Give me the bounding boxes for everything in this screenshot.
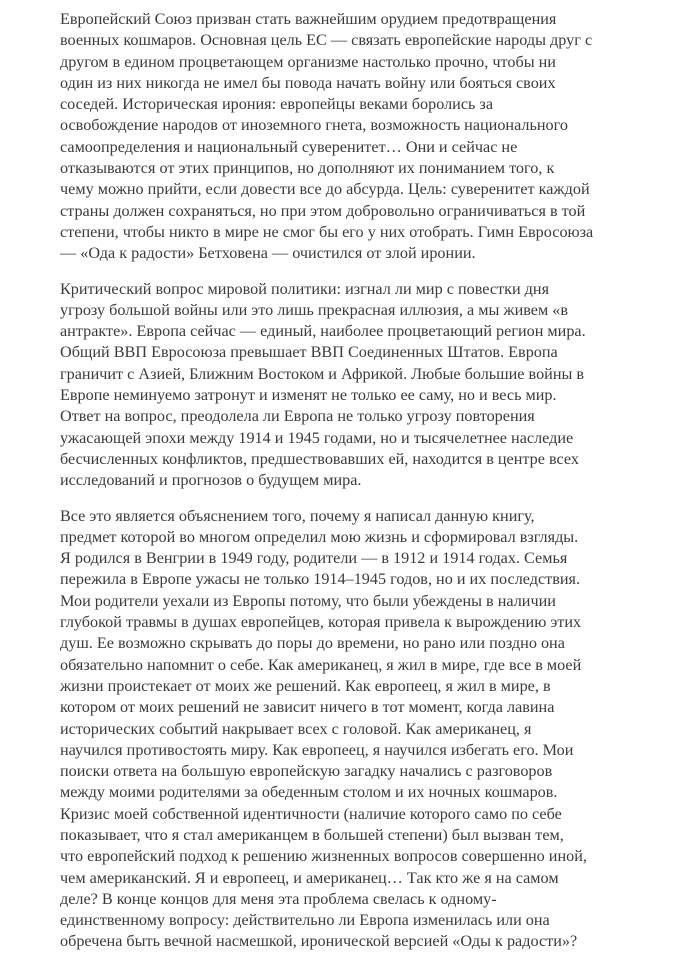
text-line: между моими родителями за обеденным столом и их ночных кошмаров. <box>60 783 558 802</box>
text-line: душ. Ее возможно скрывать до поры до времени, но рано или поздно она <box>60 634 565 653</box>
text-line: Европе неминуемо затронут и изменят не только ее саму, но и весь мир. <box>60 386 557 405</box>
paragraph-3 <box>60 506 660 953</box>
text-line: самоопределения и национальный суверенитет… Они и сейчас не <box>60 137 518 156</box>
text-line: отказываются от этих принципов, но дополняют их пониманием того, к <box>60 159 555 178</box>
text-line: Европейский Союз призван стать важнейшим орудием предотвращения <box>60 10 557 28</box>
text-line: освобождение народов от иноземного гнета, возможность национального <box>60 116 568 135</box>
text-line: Ответ на вопрос, преодолела ли Европа не только угрозу повторения <box>60 407 535 426</box>
text-line: показывает, что я стал американцем в большей степени) был вызван тем, <box>60 825 564 844</box>
paragraph-2 <box>60 279 660 492</box>
text-line: жизни проистекает от моих же решений. Как европеец, я жил в мире, в <box>60 676 551 695</box>
text-line: обязательно напомнит о себе. Как американец, я жил в мире, где все в моей <box>60 655 582 674</box>
text-line: Я родился в Венгрии в 1949 году, родители — в 1912 и 1914 годах. Семья <box>60 549 568 568</box>
text-line: угрозу большой войны или это лишь прекрасная иллюзия, а мы живем «в <box>60 300 568 319</box>
text-line: другом в едином процветающем организме настолько прочно, чтобы ни <box>60 52 556 71</box>
text-line: поиски ответа на большую европейскую загадку начались с разговоров <box>60 762 553 781</box>
text-line: исследований и прогнозов о будущем мира. <box>60 471 362 490</box>
text-line: страны должен сохраняться, но при этом добровольно ограничиваться в той <box>60 201 586 220</box>
article-body <box>60 9 660 967</box>
text-line: единственному вопросу: действительно ли Европа изменилась или она <box>60 911 550 930</box>
text-line: степени, чтобы никто в мире не смог бы его у них отобрать. Гимн Евросоюза <box>60 222 594 241</box>
text-line: пережила в Европе ужасы не только 1914–1945 годов, но и их последствия. <box>60 570 581 589</box>
text-line: Кризис моей собственной идентичности (наличие которого само по себе <box>60 804 562 823</box>
text-line: Все это является объяснением того, почему я написал данную книгу, <box>60 506 535 525</box>
text-line: деле? В конце концов для меня эта проблема свелась к одному- <box>60 889 497 908</box>
text-line: граничит с Азией, Ближним Востоком и Африкой. Любые большие войны в <box>60 364 585 383</box>
text-line: чему можно прийти, если довести все до абсурда. Цель: суверенитет каждой <box>60 180 590 199</box>
text-line: Критический вопрос мировой политики: изгнал ли мир с повестки дня <box>60 279 550 298</box>
text-line: чем американский. Я и европеец, и американец… Так кто же я на самом <box>60 868 559 887</box>
text-line: — «Ода к радости» Бетховена — очистился от злой иронии. <box>60 244 476 263</box>
text-line: бесчисленных конфликтов, предшествовавших ей, находится в центре всех <box>60 449 579 468</box>
text-line: ужасающей эпохи между 1914 и 1945 годами, но и тысячелетнее наследие <box>60 428 574 447</box>
text-line: Общий ВВП Евросоюза превышает ВВП Соединенных Штатов. Европа <box>60 343 558 362</box>
text-line: глубокой травмы в душах европейцев, которая привела к вырождению этих <box>60 613 582 632</box>
text-line: научился противостоять миру. Как европеец, я научился избегать его. Мои <box>60 740 574 759</box>
paragraph-1 <box>60 9 660 265</box>
text-line: обречена быть вечной насмешкой, иронической версией «Оды к радости»? <box>60 932 578 951</box>
text-line: исторических событий накрывает всех с головой. Как американец, я <box>60 719 532 738</box>
text-line: что европейский подход к решению жизненных вопросов совершенно иной, <box>60 847 587 866</box>
text-line: военных кошмаров. Основная цель ЕС — связать европейские народы друг с <box>60 31 593 50</box>
text-line: предмет которой во многом определил мою жизнь и сформировал взгляды. <box>60 527 579 546</box>
text-line: котором от моих решений не зависит ничего в тот момент, когда лавина <box>60 698 555 717</box>
text-line: один из них никогда не имел бы повода начать войну или бояться своих <box>60 73 556 92</box>
text-line: соседей. Историческая ирония: европейцы веками боролись за <box>60 95 494 114</box>
text-line: Мои родители уехали из Европы потому, что были убеждены в наличии <box>60 591 556 610</box>
text-line: антракте». Европа сейчас — единый, наиболее процветающий регион мира. <box>60 322 586 341</box>
